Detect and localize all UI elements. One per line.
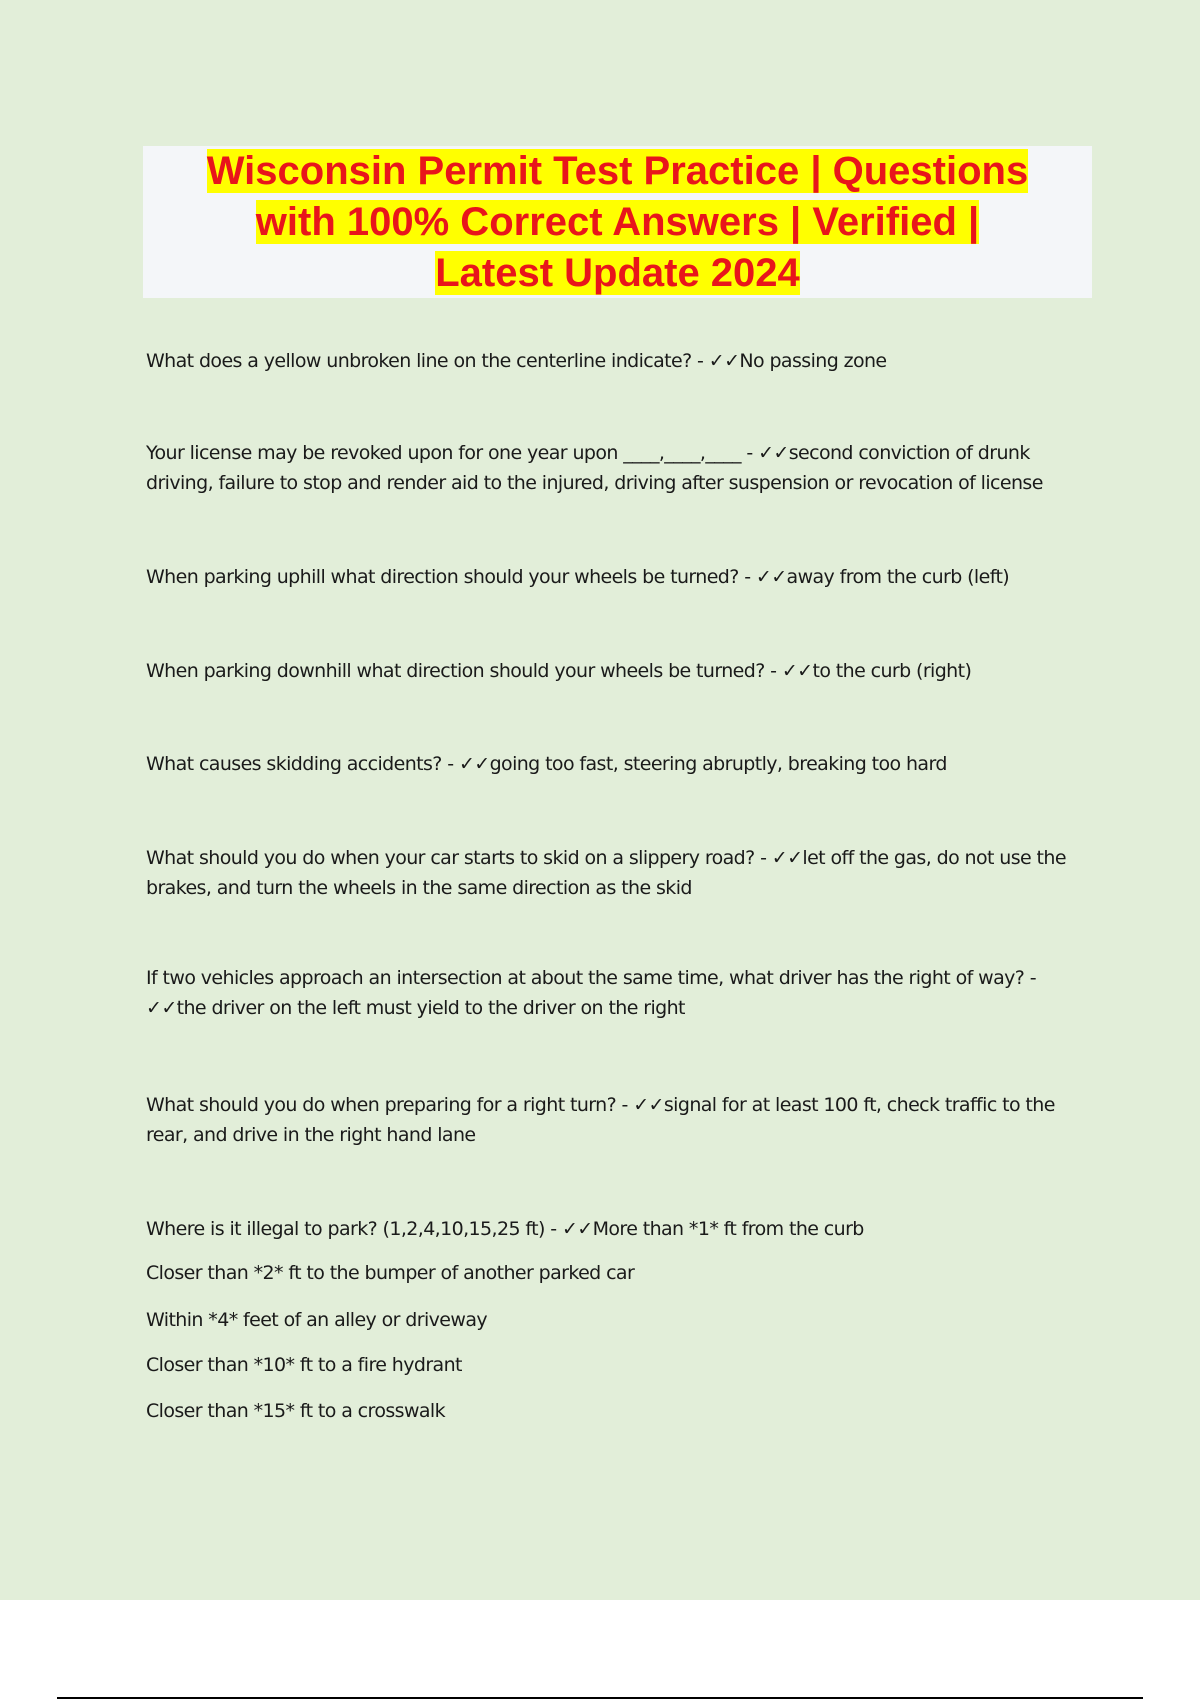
separator: - bbox=[1024, 967, 1042, 989]
check-marks-icon: ✓✓ bbox=[781, 660, 813, 682]
qa-item-6 bbox=[146, 843, 1086, 903]
qa-item-1 bbox=[146, 346, 1086, 376]
parking-rule-3: Closer than *10* ft to a fire hydrant bbox=[146, 1354, 462, 1376]
qa-item-8 bbox=[146, 1090, 1086, 1150]
question-text: What causes skidding accidents? bbox=[146, 753, 442, 775]
question-text: If two vehicles approach an intersection at about the same time, what driver has the right of way? bbox=[146, 967, 1025, 989]
qa-item-3 bbox=[146, 562, 1086, 592]
answer-text: No passing zone bbox=[739, 350, 887, 372]
separator: - bbox=[616, 1094, 634, 1116]
title-line-2: with 100% Correct Answers | Verified | bbox=[255, 199, 980, 244]
qa-item-5 bbox=[146, 749, 1086, 779]
question-text: Your license may be revoked upon for one year upon ____,____,____ bbox=[146, 442, 741, 464]
qa-item-2 bbox=[146, 438, 1086, 498]
question-text: What should you do when preparing for a right turn? bbox=[146, 1094, 617, 1116]
answer-text: More than *1* ft from the curb bbox=[592, 1218, 864, 1240]
parking-rule-4: Closer than *15* ft to a crosswalk bbox=[146, 1400, 446, 1422]
separator: - bbox=[441, 753, 459, 775]
answer-text: away from the curb (left) bbox=[786, 566, 1010, 588]
check-marks-icon: ✓✓ bbox=[633, 1094, 664, 1116]
answer-text: second conviction of drunk driving, failure to stop and render aid to the injured, driving after suspension or revocation of license bbox=[146, 442, 1043, 494]
separator: - bbox=[740, 442, 759, 464]
answer-text: going too fast, steering abruptly, breaking too hard bbox=[489, 753, 947, 775]
qa-item-4 bbox=[146, 656, 1086, 686]
question-text: Where is it illegal to park? (1,2,4,10,15,25 ft) bbox=[146, 1218, 545, 1240]
separator: - bbox=[764, 660, 782, 682]
answer-text: let off the gas, do not use the brakes, and turn the wheels in the same direction as the skid bbox=[146, 847, 1072, 899]
question-text: When parking downhill what direction should your wheels be turned? bbox=[146, 660, 765, 682]
title-line-3: Latest Update 2024 bbox=[435, 250, 800, 295]
qa-item-9 bbox=[146, 1214, 1086, 1244]
answer-text: the driver on the left must yield to the driver on the right bbox=[176, 997, 685, 1019]
check-marks-icon: ✓✓ bbox=[758, 442, 789, 464]
question-text: When parking uphill what direction should your wheels be turned? bbox=[146, 566, 739, 588]
question-text: What does a yellow unbroken line on the centerline indicate? bbox=[146, 350, 692, 372]
answer-text: to the curb (right) bbox=[812, 660, 972, 682]
separator: - bbox=[754, 847, 772, 869]
check-marks-icon: ✓✓ bbox=[458, 753, 490, 775]
check-marks-icon: ✓✓ bbox=[755, 566, 787, 588]
separator: - bbox=[544, 1218, 562, 1240]
document-title bbox=[143, 146, 1092, 299]
title-line-1: Wisconsin Permit Test Practice | Questions bbox=[206, 148, 1029, 193]
title-box bbox=[143, 146, 1092, 298]
qa-item-7 bbox=[146, 963, 1086, 1023]
separator: - bbox=[691, 350, 709, 372]
footer-rule bbox=[57, 1697, 1143, 1699]
question-text: What should you do when your car starts to skid on a slippery road? bbox=[146, 847, 755, 869]
check-marks-icon: ✓✓ bbox=[708, 350, 740, 372]
answer-text: signal for at least 100 ft, check traffic to the rear, and drive in the right hand lane bbox=[146, 1094, 1061, 1146]
check-marks-icon: ✓✓ bbox=[561, 1218, 593, 1240]
separator: - bbox=[738, 566, 756, 588]
check-marks-icon: ✓✓ bbox=[146, 997, 177, 1019]
parking-rule-2: Within *4* feet of an alley or driveway bbox=[146, 1309, 488, 1331]
parking-rule-1: Closer than *2* ft to the bumper of another parked car bbox=[146, 1262, 635, 1284]
check-marks-icon: ✓✓ bbox=[771, 847, 803, 869]
